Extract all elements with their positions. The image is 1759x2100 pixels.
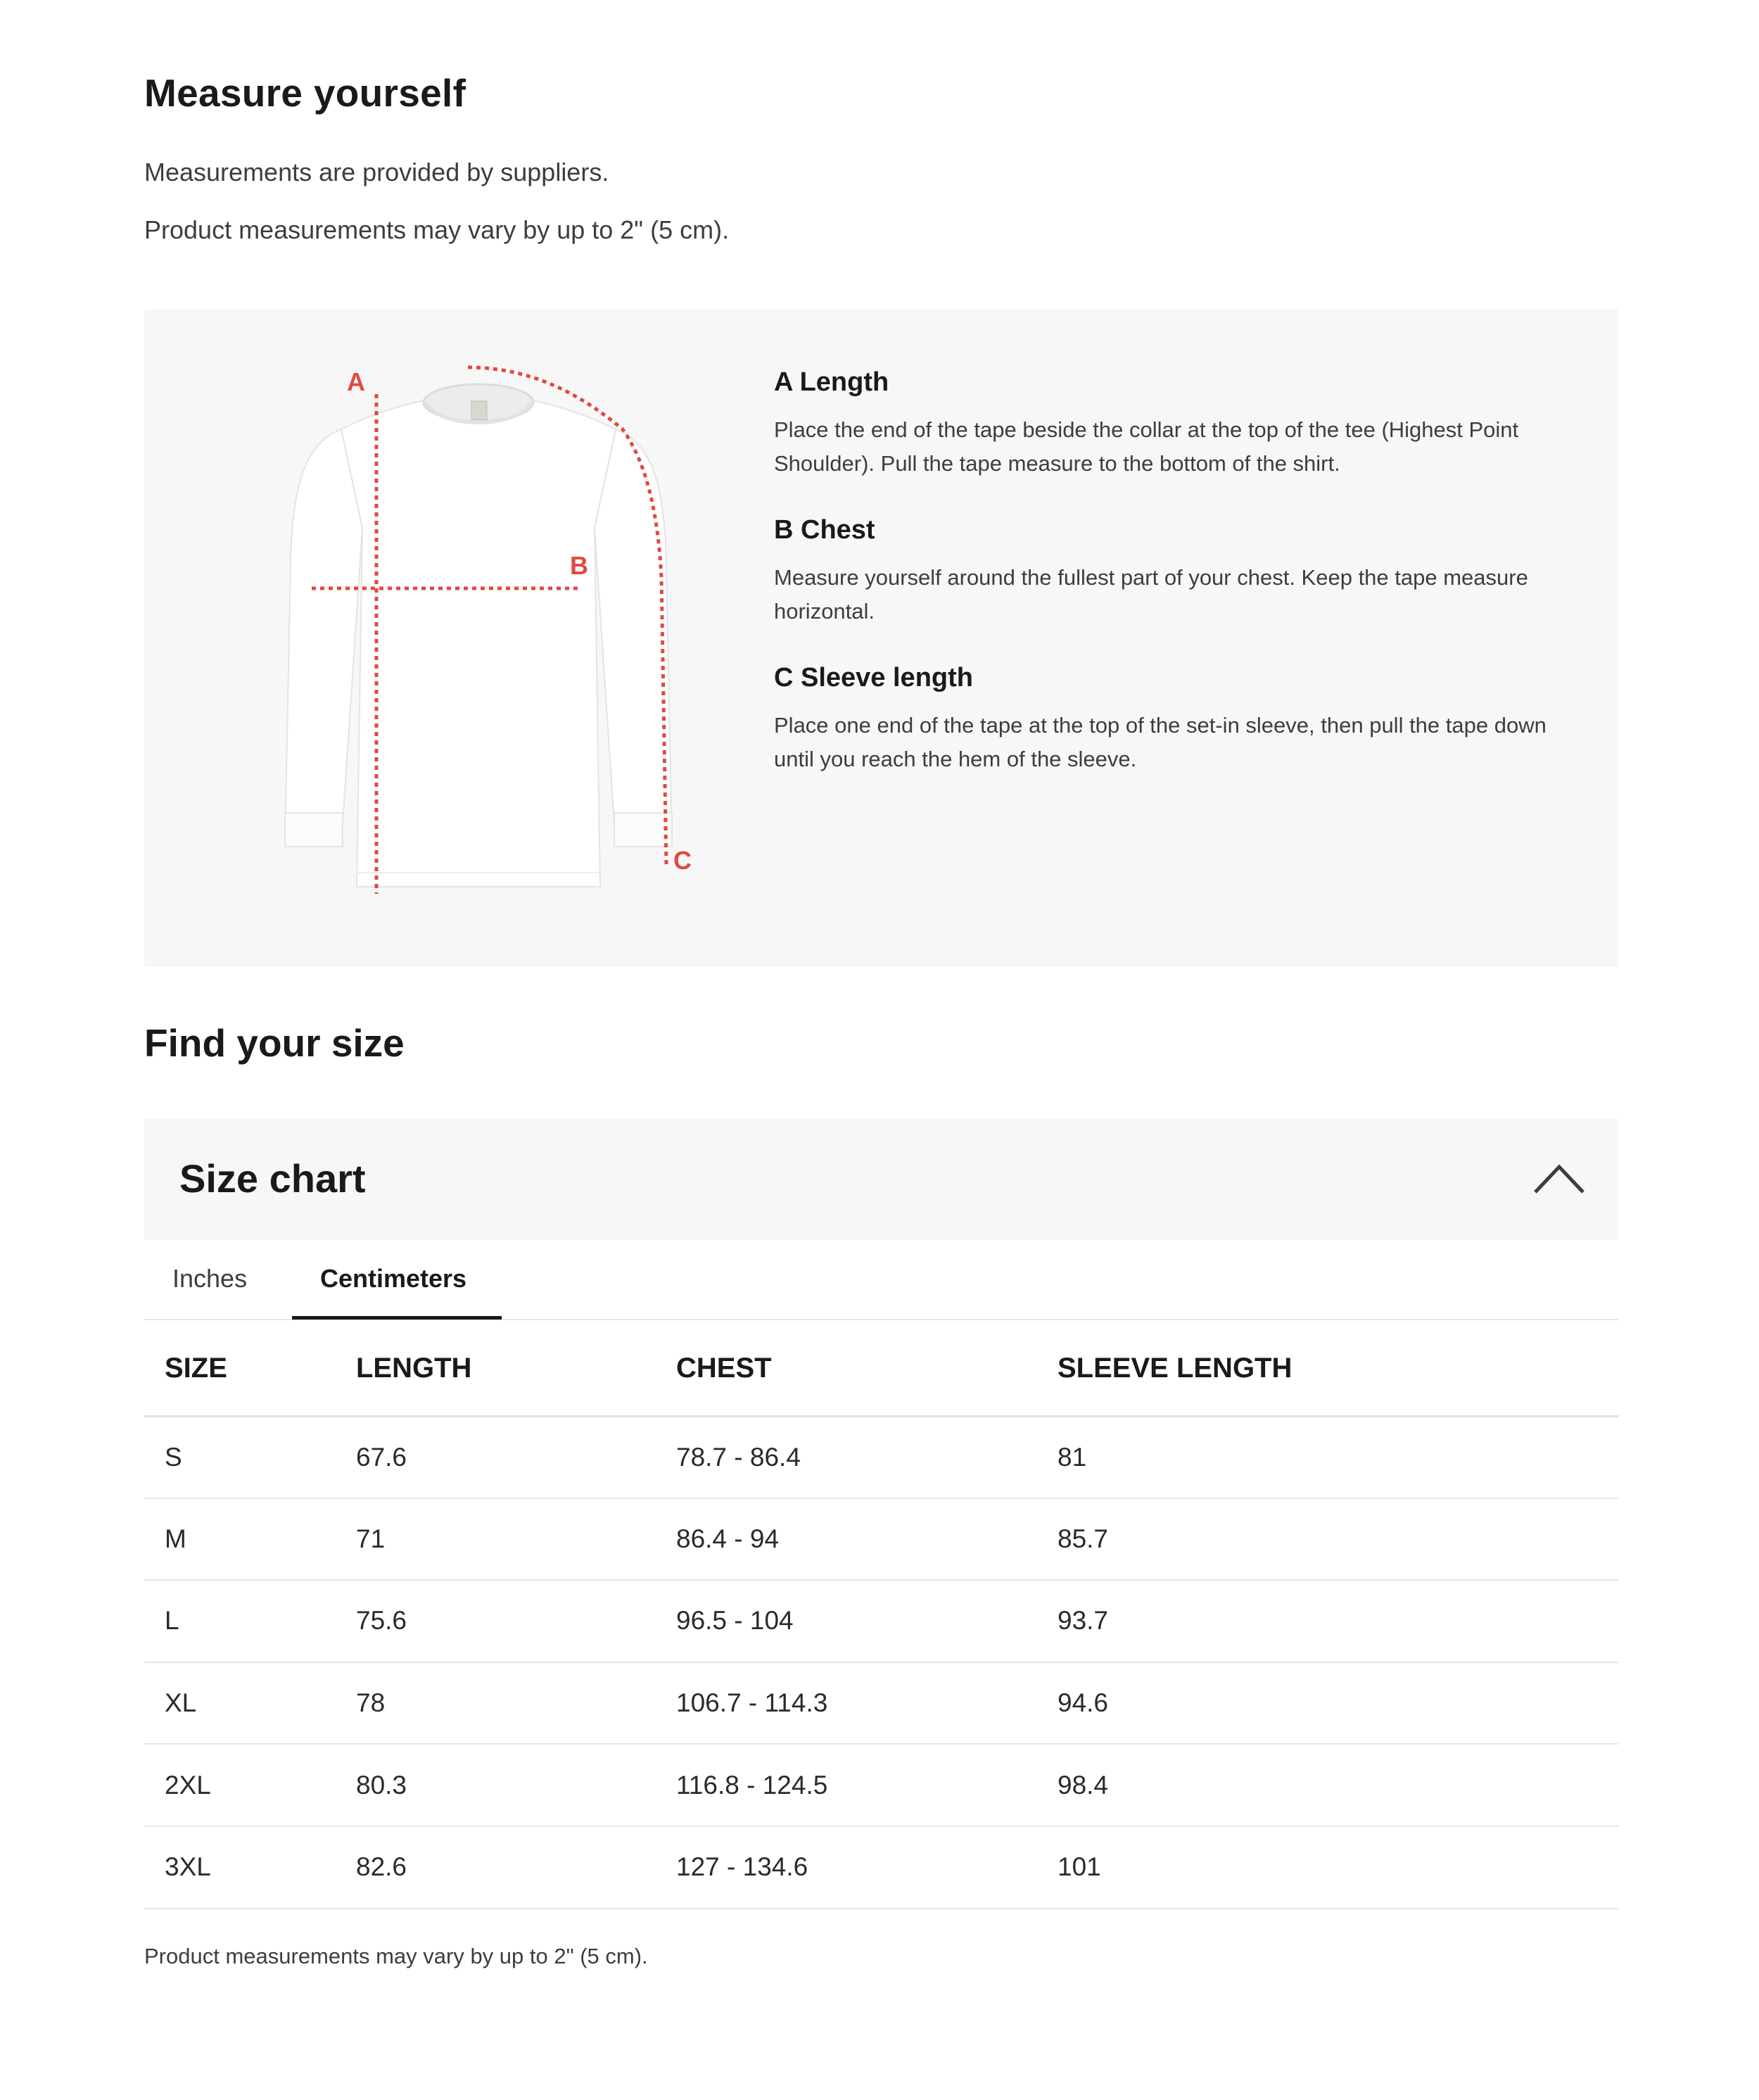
- measure-yourself-title: Measure yourself: [144, 71, 466, 115]
- active-tab-indicator: [292, 1316, 502, 1320]
- tab-inches[interactable]: Inches: [172, 1264, 248, 1293]
- table-row: [144, 1662, 1618, 1745]
- table-row: [144, 1744, 1618, 1826]
- find-your-size-title: Find your size: [144, 1021, 405, 1065]
- right-sleeve: [595, 429, 672, 845]
- table-row: [144, 1826, 1618, 1909]
- cell-length: 80.3: [356, 1744, 676, 1826]
- cell-chest: 86.4 - 94: [676, 1498, 1058, 1581]
- cell-chest: 78.7 - 86.4: [676, 1416, 1058, 1498]
- cell-size: 2XL: [144, 1744, 356, 1826]
- length-text: Place the end of the tape beside the collar at the top of the tee (Highest Point Shoulder). Pull the tape measure to the bottom of the shirt.: [774, 417, 1519, 476]
- size-chart-accordion-header[interactable]: [144, 1119, 1618, 1240]
- cell-length: 71: [356, 1498, 676, 1581]
- tab-centimeters[interactable]: Centimeters: [320, 1264, 467, 1293]
- chest-text: Measure yourself around the fullest part of your chest. Keep the tape measure horizontal.: [774, 565, 1528, 624]
- table-row: [144, 1580, 1618, 1662]
- table-row: [144, 1498, 1618, 1581]
- length-description: [774, 367, 1569, 481]
- cell-sleeve-length: 85.7: [1058, 1498, 1618, 1581]
- cell-size: S: [144, 1416, 356, 1498]
- label-c: C: [673, 846, 692, 875]
- cell-chest: 96.5 - 104: [676, 1580, 1058, 1662]
- column-header-sleeve-length: SLEEVE LENGTH: [1058, 1322, 1618, 1416]
- cell-chest: 116.8 - 124.5: [676, 1744, 1058, 1826]
- long-sleeve-shirt-illustration: [264, 352, 707, 901]
- sleeve-title: C Sleeve length: [774, 663, 973, 692]
- column-header-size: SIZE: [144, 1322, 356, 1416]
- length-title: A Length: [774, 367, 889, 397]
- cell-sleeve-length: 98.4: [1058, 1744, 1618, 1826]
- chest-title: B Chest: [774, 515, 875, 545]
- cell-chest: 106.7 - 114.3: [676, 1662, 1058, 1745]
- sleeve-description: [774, 663, 1569, 776]
- table-header-row: [144, 1322, 1618, 1416]
- chevron-up-icon[interactable]: [1532, 1160, 1586, 1195]
- cell-size: 3XL: [144, 1826, 356, 1909]
- table-row: [144, 1416, 1618, 1498]
- cell-size: XL: [144, 1662, 356, 1745]
- cell-size: M: [144, 1498, 356, 1581]
- label-a: A: [347, 367, 365, 396]
- chest-description: [774, 515, 1569, 628]
- left-cuff: [285, 813, 343, 847]
- cell-sleeve-length: 94.6: [1058, 1662, 1618, 1745]
- unit-tabs: [144, 1240, 1618, 1320]
- cell-sleeve-length: 81: [1058, 1416, 1618, 1498]
- size-table: [144, 1322, 1618, 1909]
- right-cuff: [614, 813, 672, 847]
- variance-note: Product measurements may vary by up to 2" (5 cm).: [144, 215, 730, 244]
- label-b: B: [570, 551, 588, 580]
- size-chart-title: Size chart: [179, 1156, 366, 1201]
- cell-length: 82.6: [356, 1826, 676, 1909]
- shirt-body: [341, 396, 616, 887]
- size-chart-footnote: Product measurements may vary by up to 2" (5 cm).: [144, 1944, 648, 1968]
- cell-size: L: [144, 1580, 356, 1662]
- cell-chest: 127 - 134.6: [676, 1826, 1058, 1909]
- sleeve-text: Place one end of the tape at the top of the set-in sleeve, then pull the tape down until you reach the hem of the sleeve.: [774, 713, 1547, 771]
- column-header-length: LENGTH: [356, 1322, 676, 1416]
- neck-tag: [471, 401, 487, 419]
- supplier-note: Measurements are provided by suppliers.: [144, 158, 609, 186]
- cell-sleeve-length: 93.7: [1058, 1580, 1618, 1662]
- column-header-chest: CHEST: [676, 1322, 1058, 1416]
- cell-sleeve-length: 101: [1058, 1826, 1618, 1909]
- shirt-diagram: [264, 352, 707, 901]
- left-sleeve: [285, 429, 362, 845]
- cell-length: 78: [356, 1662, 676, 1745]
- cell-length: 75.6: [356, 1580, 676, 1662]
- measurement-guide-panel: [144, 310, 1618, 967]
- cell-length: 67.6: [356, 1416, 676, 1498]
